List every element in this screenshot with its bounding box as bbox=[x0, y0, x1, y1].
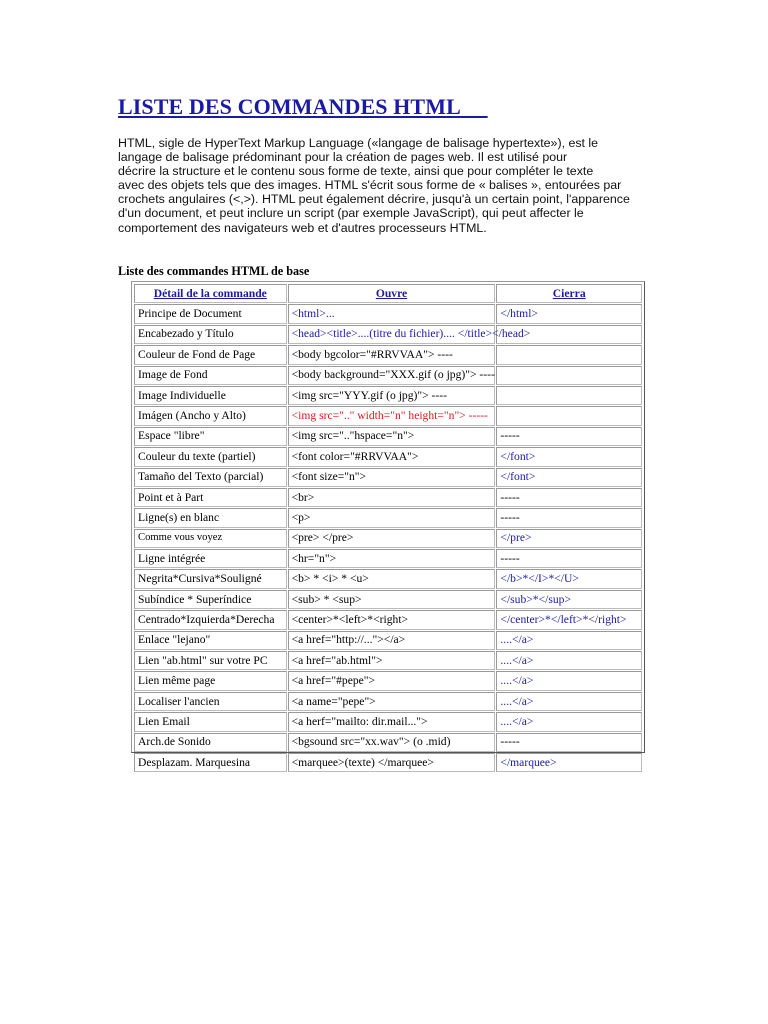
cell-detail: Lien "ab.html" sur votre PC bbox=[134, 651, 287, 670]
cell-detail: Subíndice * Superíndice bbox=[134, 590, 287, 609]
cell-detail: Desplazam. Marquesina bbox=[134, 753, 287, 772]
table-row bbox=[134, 733, 642, 752]
cell-detail: Couleur de Fond de Page bbox=[134, 345, 287, 364]
cell-open: <center>*<left>*<right> bbox=[288, 610, 496, 629]
table-row bbox=[134, 651, 642, 670]
cell-detail: Enlace "lejano" bbox=[134, 631, 287, 650]
cell-detail: Ligne(s) en blanc bbox=[134, 508, 287, 527]
cell-open: <p> bbox=[288, 508, 496, 527]
cell-close bbox=[496, 366, 642, 385]
cell-close: </font> bbox=[496, 468, 642, 487]
intro-line: décrire la structure et le contenu sous forme de texte, ainsi que pour compléter le texte bbox=[118, 164, 594, 179]
table-row bbox=[134, 712, 642, 731]
table-row bbox=[134, 753, 642, 772]
cell-detail: Ligne intégrée bbox=[134, 549, 287, 568]
cell-open: <a herf="mailto: dir.mail..."> bbox=[288, 712, 496, 731]
table-caption: Liste des commandes HTML de base bbox=[118, 264, 310, 278]
table-row bbox=[134, 610, 642, 629]
cell-detail: Imágen (Ancho y Alto) bbox=[134, 406, 287, 425]
cell-close: ----- bbox=[496, 508, 642, 527]
cell-open: <font color="#RRVVAA"> bbox=[288, 447, 496, 466]
cell-open: <body background="XXX.gif (o jpg)"> ---- bbox=[288, 366, 496, 385]
cell-close: ----- bbox=[496, 733, 642, 752]
cell-open: <a href="http://..."></a> bbox=[288, 631, 496, 650]
cell-detail: Centrado*Izquierda*Derecha bbox=[134, 610, 287, 629]
cell-detail: Comme vous voyez bbox=[134, 529, 287, 548]
table-row bbox=[134, 447, 642, 466]
table-row bbox=[134, 386, 642, 405]
cell-detail: Principe de Document bbox=[134, 304, 287, 323]
table-row bbox=[134, 468, 642, 487]
cell-open: <br> bbox=[288, 488, 496, 507]
cell-open: <sub> * <sup> bbox=[288, 590, 496, 609]
cell-close: </sub>*</sup> bbox=[496, 590, 642, 609]
cell-close bbox=[496, 345, 642, 364]
intro-line: avec des objets tels que des images. HTML s'écrit sous forme de « balises », entourées par bbox=[118, 178, 622, 193]
table-row bbox=[134, 508, 642, 527]
table-row bbox=[134, 692, 642, 711]
cell-open: <a name="pepe"> bbox=[288, 692, 496, 711]
cell-close: </marquee> bbox=[496, 753, 642, 772]
commands-table bbox=[133, 283, 643, 773]
cell-close: ----- bbox=[496, 549, 642, 568]
cell-open: <html>... bbox=[288, 304, 496, 323]
cell-open: <marquee>(texte) </marquee> bbox=[288, 753, 496, 772]
cell-close: </b>*</I>*</U> bbox=[496, 569, 642, 588]
cell-detail: Espace "libre" bbox=[134, 427, 287, 446]
cell-close bbox=[496, 406, 642, 425]
header-close[interactable]: Cierra bbox=[496, 284, 642, 303]
cell-open: <img src=".."hspace="n"> bbox=[288, 427, 496, 446]
table-row bbox=[134, 590, 642, 609]
intro-line: langage de balisage prédominant pour la création de pages web. Il est utilisé pour bbox=[118, 150, 568, 165]
cell-close: ....</a> bbox=[496, 692, 642, 711]
cell-close: ----- bbox=[496, 427, 642, 446]
cell-detail: Image de Fond bbox=[134, 366, 287, 385]
header-open[interactable]: Ouvre bbox=[288, 284, 496, 303]
intro-line: d'un document, et peut inclure un script (par exemple JavaScript), qui peut affecter le bbox=[118, 206, 584, 221]
cell-close: ....</a> bbox=[496, 712, 642, 731]
intro-line: crochets angulaires (<,>). HTML peut également décrire, jusqu'à un certain point, l'apparence bbox=[118, 192, 630, 207]
cell-open: <pre> </pre> bbox=[288, 529, 496, 548]
cell-close bbox=[496, 386, 642, 405]
cell-close: ....</a> bbox=[496, 651, 642, 670]
cell-close: ....</a> bbox=[496, 671, 642, 690]
cell-close: ----- bbox=[496, 488, 642, 507]
table-row bbox=[134, 366, 642, 385]
cell-detail: Lien même page bbox=[134, 671, 287, 690]
cell-close: ....</a> bbox=[496, 631, 642, 650]
table-row bbox=[134, 671, 642, 690]
cell-detail: Arch.de Sonido bbox=[134, 733, 287, 752]
intro-line: comportement des navigateurs web et d'autres processeurs HTML. bbox=[118, 220, 487, 235]
table-row bbox=[134, 304, 642, 323]
table-header-row bbox=[134, 284, 642, 303]
table-row bbox=[134, 427, 642, 446]
table-row bbox=[134, 325, 642, 344]
cell-open: <img src=".." width="n" height="n"> ----- bbox=[288, 406, 496, 425]
cell-detail: Point et à Part bbox=[134, 488, 287, 507]
cell-open: <img src="YYY.gif (o jpg)"> ---- bbox=[288, 386, 496, 405]
cell-close: </center>*</left>*</right> bbox=[496, 610, 642, 629]
cell-open: <a href="#pepe"> bbox=[288, 671, 496, 690]
cell-close: </html> bbox=[496, 304, 642, 323]
cell-detail: Encabezado y Título bbox=[134, 325, 287, 344]
cell-detail: Couleur du texte (partiel) bbox=[134, 447, 287, 466]
cell-open: <body bgcolor="#RRVVAA"> ---- bbox=[288, 345, 496, 364]
cell-detail: Tamaño del Texto (parcial) bbox=[134, 468, 287, 487]
page-title: LISTE DES COMMANDES HTML bbox=[118, 94, 488, 119]
table-row bbox=[134, 345, 642, 364]
cell-open: <a href="ab.html"> bbox=[288, 651, 496, 670]
table-row bbox=[134, 529, 642, 548]
cell-open: <head><title>....(titre du fichier).... </title></head> bbox=[288, 325, 496, 344]
cell-detail: Negrita*Cursiva*Souligné bbox=[134, 569, 287, 588]
table-row bbox=[134, 488, 642, 507]
intro-line: HTML, sigle de HyperText Markup Language («langage de balisage hypertexte»), est le bbox=[118, 136, 599, 150]
cell-detail: Image Individuelle bbox=[134, 386, 287, 405]
cell-detail: Localiser l'ancien bbox=[134, 692, 287, 711]
cell-open: <hr="n"> bbox=[288, 549, 496, 568]
cell-open: <b> * <i> * <u> bbox=[288, 569, 496, 588]
table-row bbox=[134, 406, 642, 425]
table-row bbox=[134, 549, 642, 568]
table-row bbox=[134, 631, 642, 650]
commands-table-frame bbox=[131, 281, 645, 769]
table-row bbox=[134, 569, 642, 588]
cell-close: </pre> bbox=[496, 529, 642, 548]
cell-close: </font> bbox=[496, 447, 642, 466]
cell-open: <font size="n"> bbox=[288, 468, 496, 487]
cell-open: <bgsound src="xx.wav"> (o .mid) bbox=[288, 733, 496, 752]
intro-paragraph bbox=[118, 136, 678, 235]
cell-detail: Lien Email bbox=[134, 712, 287, 731]
header-detail[interactable]: Détail de la commande bbox=[134, 284, 287, 303]
